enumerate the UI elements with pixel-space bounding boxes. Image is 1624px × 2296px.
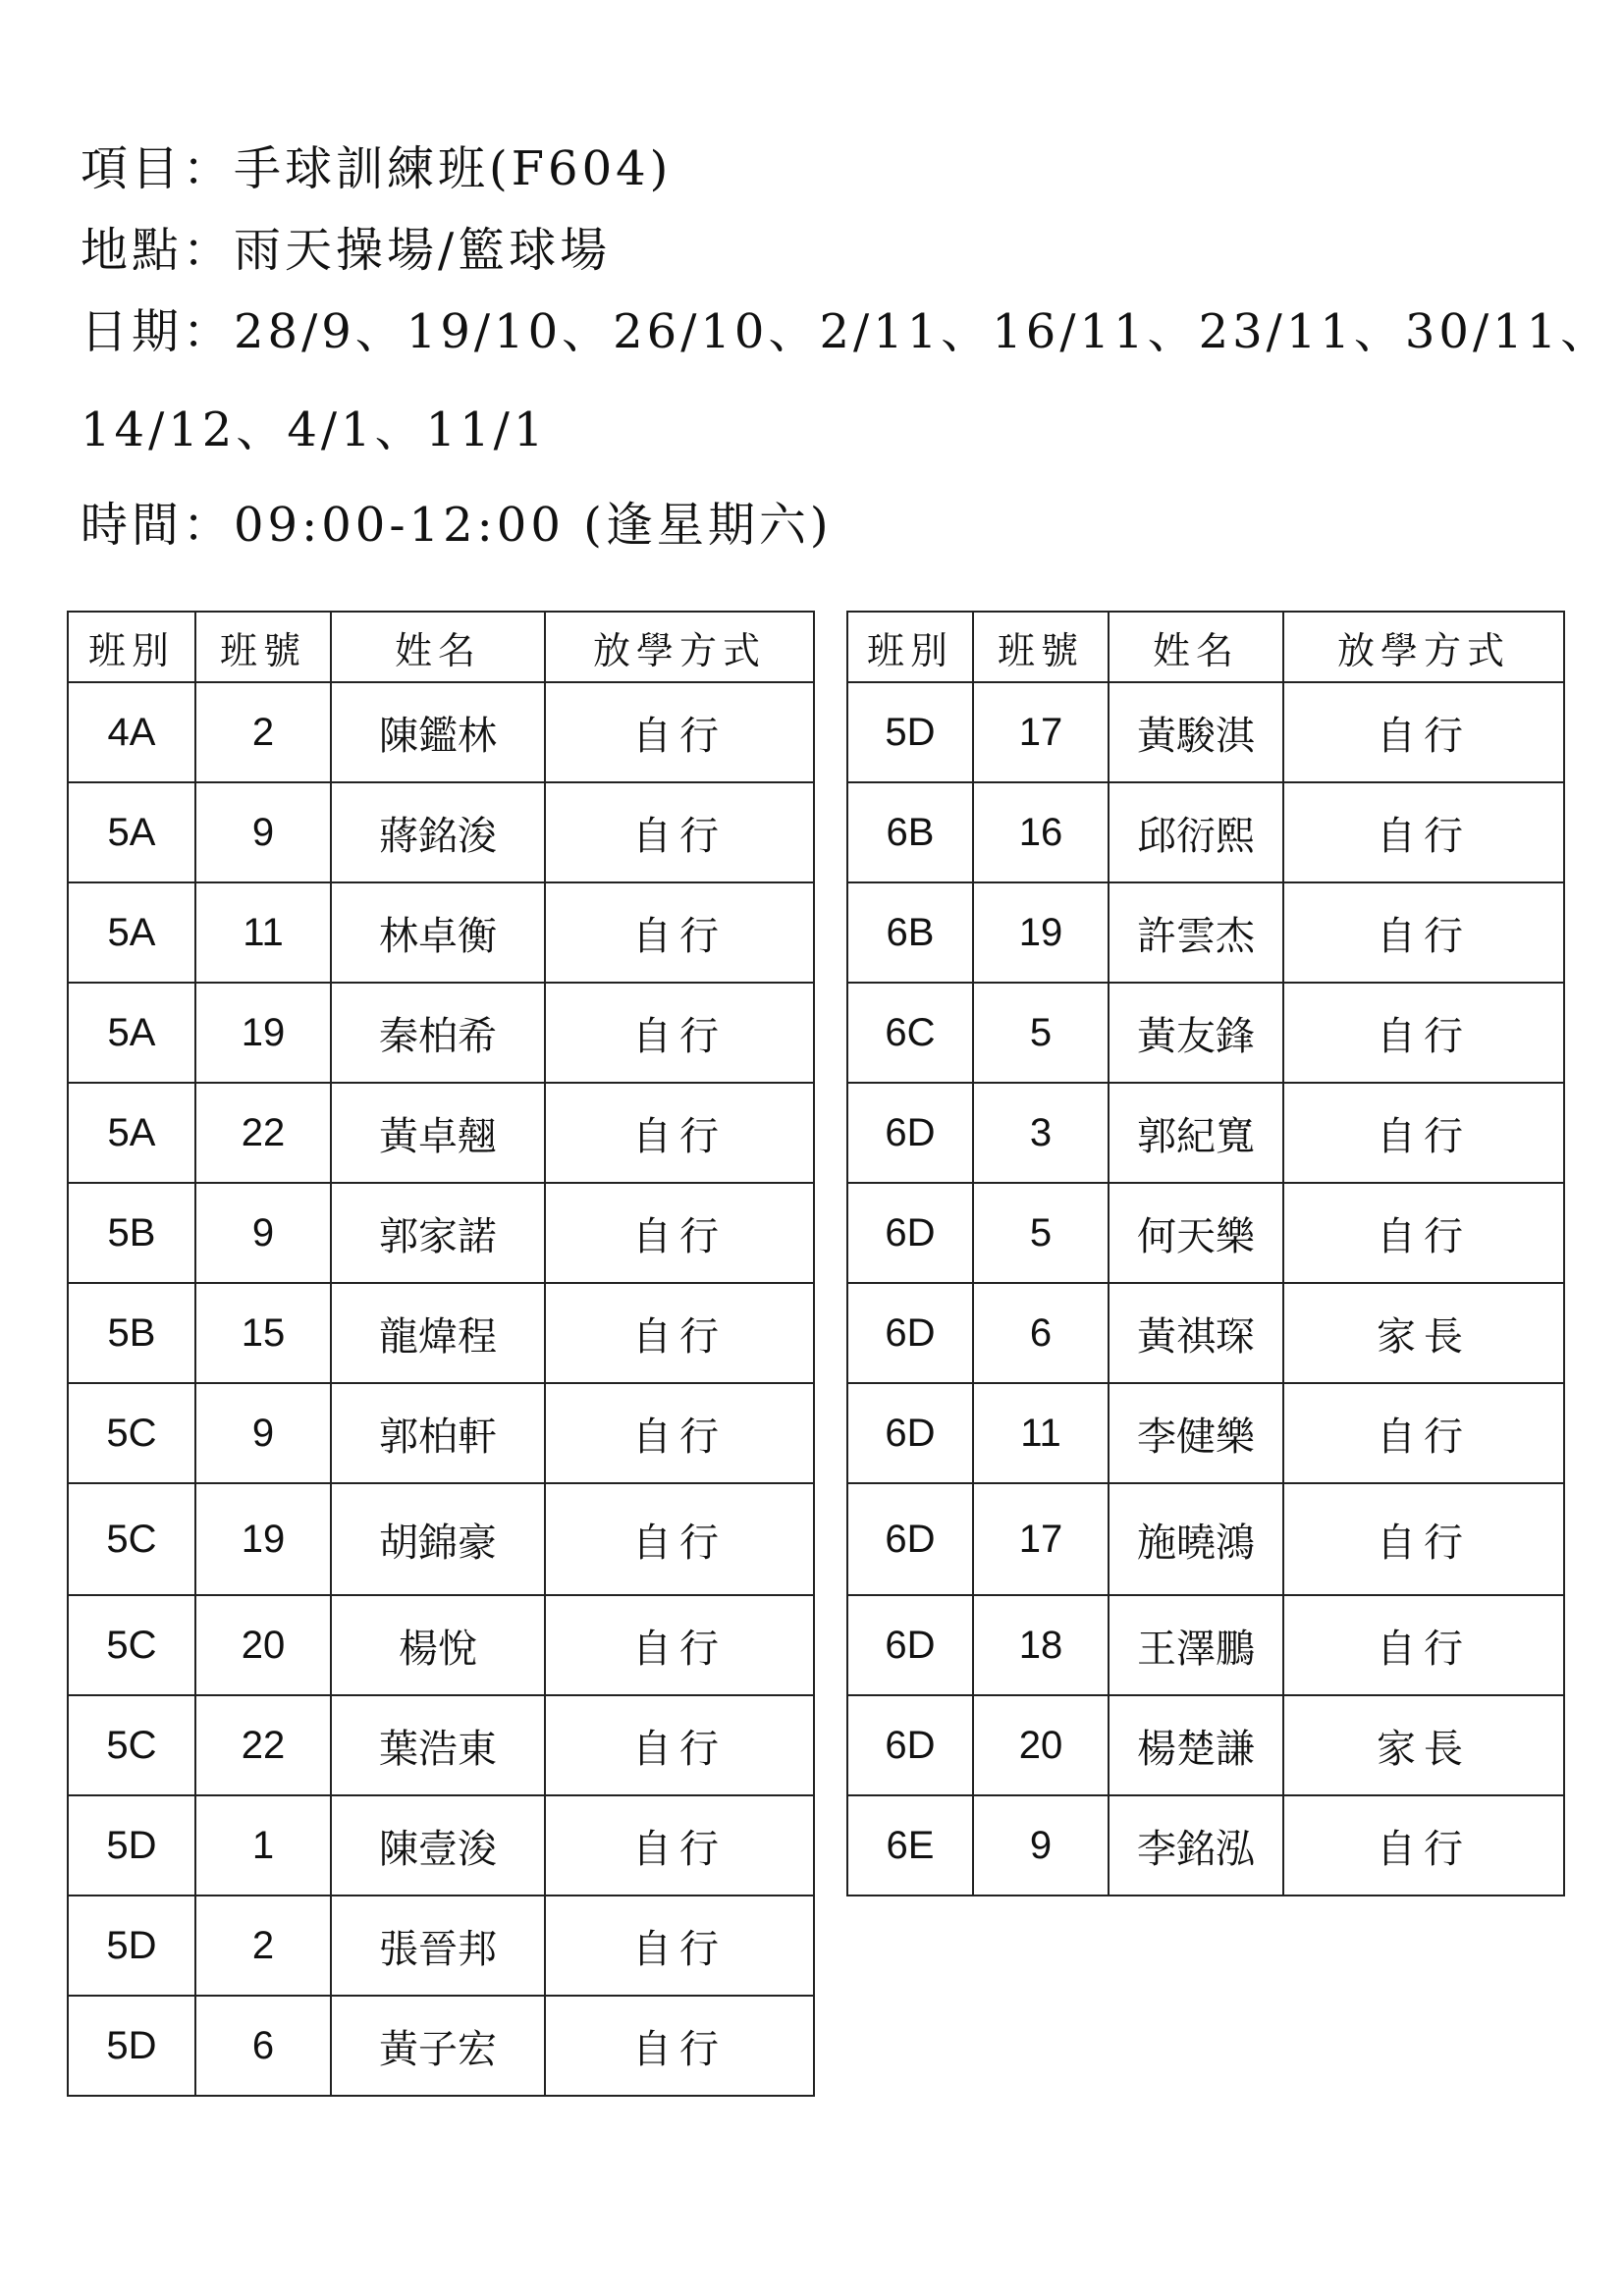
table-row xyxy=(68,1896,814,1996)
table-row xyxy=(68,1996,814,2096)
class-cell: 6E xyxy=(847,1795,973,1896)
table-row xyxy=(68,1795,814,1896)
class-cell: 5D xyxy=(68,1996,195,2096)
number-cell: 17 xyxy=(973,682,1109,782)
time-line: 時間：09:00-12:00 (逢星期六) xyxy=(81,498,833,553)
name-cell: 蔣銘浚 xyxy=(331,782,545,882)
number-cell: 11 xyxy=(973,1383,1109,1483)
class-cell: 5A xyxy=(68,782,195,882)
number-cell: 9 xyxy=(195,1183,331,1283)
dismissal-cell: 自行 xyxy=(1283,782,1564,882)
name-cell: 陳鑑林 xyxy=(331,682,545,782)
name-cell: 邱衍熙 xyxy=(1109,782,1283,882)
table-row xyxy=(68,1183,814,1283)
class-cell: 5C xyxy=(68,1595,195,1695)
class-cell: 4A xyxy=(68,682,195,782)
student-rows-right xyxy=(847,682,1564,1896)
number-cell: 9 xyxy=(973,1795,1109,1896)
dismissal-cell: 自行 xyxy=(1283,882,1564,983)
class-cell: 6D xyxy=(847,1595,973,1695)
dismissal-cell: 自行 xyxy=(545,1896,814,1996)
name-cell: 李銘泓 xyxy=(1109,1795,1283,1896)
number-cell: 9 xyxy=(195,1383,331,1483)
dismissal-cell: 自行 xyxy=(545,1996,814,2096)
class-cell: 5A xyxy=(68,882,195,983)
number-cell: 17 xyxy=(973,1483,1109,1595)
number-cell: 19 xyxy=(973,882,1109,983)
number-cell: 15 xyxy=(195,1283,331,1383)
dismissal-cell: 自行 xyxy=(545,1483,814,1595)
table-row xyxy=(68,782,814,882)
table-row xyxy=(847,682,1564,782)
number-cell: 20 xyxy=(195,1595,331,1695)
number-cell: 2 xyxy=(195,1896,331,1996)
name-cell: 郭紀寬 xyxy=(1109,1083,1283,1183)
table-row xyxy=(68,983,814,1083)
dismissal-cell: 自行 xyxy=(545,1083,814,1183)
number-cell: 22 xyxy=(195,1695,331,1795)
table-row xyxy=(68,882,814,983)
number-cell: 5 xyxy=(973,983,1109,1083)
name-cell: 郭家諾 xyxy=(331,1183,545,1283)
table-row xyxy=(68,1283,814,1383)
class-cell: 5C xyxy=(68,1695,195,1795)
name-cell: 林卓衡 xyxy=(331,882,545,983)
table-row xyxy=(847,1283,1564,1383)
class-cell: 5B xyxy=(68,1283,195,1383)
class-cell: 5C xyxy=(68,1483,195,1595)
name-cell: 李健樂 xyxy=(1109,1383,1283,1483)
table-header-row xyxy=(68,612,814,682)
class-cell: 5C xyxy=(68,1383,195,1483)
name-cell: 秦柏希 xyxy=(331,983,545,1083)
table-row xyxy=(68,1083,814,1183)
dismissal-cell: 自行 xyxy=(1283,1083,1564,1183)
number-cell: 20 xyxy=(973,1695,1109,1795)
table-row xyxy=(68,1383,814,1483)
number-cell: 1 xyxy=(195,1795,331,1896)
name-cell: 陳壹浚 xyxy=(331,1795,545,1896)
class-cell: 6D xyxy=(847,1483,973,1595)
class-cell: 6B xyxy=(847,782,973,882)
dismissal-cell: 自行 xyxy=(1283,1183,1564,1283)
dismissal-cell: 自行 xyxy=(1283,1795,1564,1896)
student-table-right xyxy=(846,611,1565,1896)
name-cell: 黃祺琛 xyxy=(1109,1283,1283,1383)
number-cell: 19 xyxy=(195,983,331,1083)
dismissal-cell: 家長 xyxy=(1283,1695,1564,1795)
table-row xyxy=(847,1595,1564,1695)
table-row xyxy=(847,1083,1564,1183)
class-cell: 6C xyxy=(847,983,973,1083)
date-line-2: 14/12、4/1、11/1 xyxy=(81,402,548,457)
table-row xyxy=(68,1483,814,1595)
student-rows-left xyxy=(68,682,814,2096)
dismissal-cell: 自行 xyxy=(545,882,814,983)
name-cell: 黃駿淇 xyxy=(1109,682,1283,782)
name-cell: 葉浩東 xyxy=(331,1695,545,1795)
number-cell: 19 xyxy=(195,1483,331,1595)
student-table-left xyxy=(67,611,815,2097)
table-row xyxy=(847,1483,1564,1595)
dismissal-cell: 自行 xyxy=(545,983,814,1083)
number-cell: 2 xyxy=(195,682,331,782)
table-row xyxy=(847,1383,1564,1483)
name-cell: 何天樂 xyxy=(1109,1183,1283,1283)
dismissal-cell: 自行 xyxy=(545,1795,814,1896)
class-cell: 6D xyxy=(847,1695,973,1795)
location-line: 地點：雨天操場/籃球場 xyxy=(81,223,612,278)
name-cell: 王澤鵬 xyxy=(1109,1595,1283,1695)
table-row xyxy=(847,983,1564,1083)
number-cell: 22 xyxy=(195,1083,331,1183)
column-header-name: 姓名 xyxy=(331,612,545,682)
class-cell: 5D xyxy=(847,682,973,782)
class-cell: 6D xyxy=(847,1283,973,1383)
class-cell: 5A xyxy=(68,983,195,1083)
number-cell: 11 xyxy=(195,882,331,983)
dismissal-cell: 自行 xyxy=(1283,1383,1564,1483)
column-header-number: 班號 xyxy=(973,612,1109,682)
table-header-row xyxy=(847,612,1564,682)
class-cell: 6D xyxy=(847,1083,973,1183)
dismissal-cell: 自行 xyxy=(545,1383,814,1483)
table-row xyxy=(847,1183,1564,1283)
table-row xyxy=(847,1695,1564,1795)
dismissal-cell: 自行 xyxy=(545,1595,814,1695)
number-cell: 6 xyxy=(195,1996,331,2096)
dismissal-cell: 自行 xyxy=(545,1283,814,1383)
class-cell: 5D xyxy=(68,1896,195,1996)
column-header-dismissal: 放學方式 xyxy=(545,612,814,682)
dismissal-cell: 家長 xyxy=(1283,1283,1564,1383)
name-cell: 龍煒程 xyxy=(331,1283,545,1383)
class-cell: 6D xyxy=(847,1383,973,1483)
table-row xyxy=(68,1695,814,1795)
table-row xyxy=(847,882,1564,983)
name-cell: 郭柏軒 xyxy=(331,1383,545,1483)
dismissal-cell: 自行 xyxy=(545,682,814,782)
number-cell: 9 xyxy=(195,782,331,882)
class-cell: 5D xyxy=(68,1795,195,1896)
column-header-number: 班號 xyxy=(195,612,331,682)
name-cell: 黃子宏 xyxy=(331,1996,545,2096)
class-cell: 6B xyxy=(847,882,973,983)
column-header-class: 班別 xyxy=(847,612,973,682)
table-row xyxy=(847,1795,1564,1896)
class-cell: 5A xyxy=(68,1083,195,1183)
name-cell: 黃卓翹 xyxy=(331,1083,545,1183)
column-header-dismissal: 放學方式 xyxy=(1283,612,1564,682)
class-cell: 6D xyxy=(847,1183,973,1283)
dismissal-cell: 自行 xyxy=(1283,983,1564,1083)
dismissal-cell: 自行 xyxy=(545,782,814,882)
table-row xyxy=(68,682,814,782)
number-cell: 5 xyxy=(973,1183,1109,1283)
dismissal-cell: 自行 xyxy=(1283,1483,1564,1595)
number-cell: 18 xyxy=(973,1595,1109,1695)
name-cell: 許雲杰 xyxy=(1109,882,1283,983)
name-cell: 黃友鋒 xyxy=(1109,983,1283,1083)
class-cell: 5B xyxy=(68,1183,195,1283)
table-row xyxy=(847,782,1564,882)
name-cell: 胡錦豪 xyxy=(331,1483,545,1595)
name-cell: 施曉鴻 xyxy=(1109,1483,1283,1595)
number-cell: 3 xyxy=(973,1083,1109,1183)
dismissal-cell: 自行 xyxy=(1283,1595,1564,1695)
dismissal-cell: 自行 xyxy=(1283,682,1564,782)
item-line: 項目：手球訓練班(F604) xyxy=(81,141,673,196)
date-line-1: 日期：28/9、19/10、26/10、2/11、16/11、23/11、30/11、 xyxy=(81,304,1612,359)
column-header-name: 姓名 xyxy=(1109,612,1283,682)
name-cell: 張晉邦 xyxy=(331,1896,545,1996)
name-cell: 楊悅 xyxy=(331,1595,545,1695)
name-cell: 楊楚謙 xyxy=(1109,1695,1283,1795)
table-row xyxy=(68,1595,814,1695)
dismissal-cell: 自行 xyxy=(545,1183,814,1283)
number-cell: 6 xyxy=(973,1283,1109,1383)
dismissal-cell: 自行 xyxy=(545,1695,814,1795)
number-cell: 16 xyxy=(973,782,1109,882)
column-header-class: 班別 xyxy=(68,612,195,682)
